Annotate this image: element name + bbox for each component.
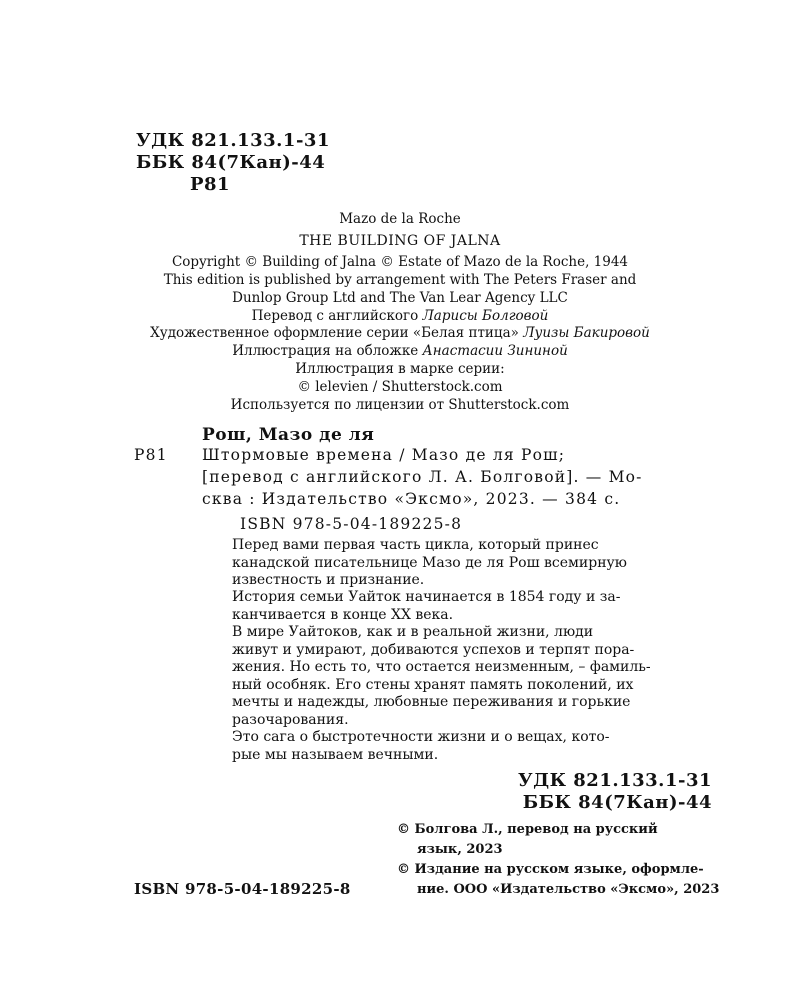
translation-copyright: язык, 2023 <box>417 842 503 857</box>
designer-name: Луизы Бакировой <box>523 325 650 341</box>
catalog-author: Рош, Мазо де ля <box>202 425 375 445</box>
annotation-paragraph <box>232 589 716 624</box>
annotation-line: мечты и надежды, любовные переживания и горькие <box>232 694 631 710</box>
bottom-isbn: ISBN 978-5-04-189225-8 <box>134 880 351 898</box>
cover-prefix: Иллюстрация на обложке <box>232 343 423 359</box>
udk-code: УДК 821.133.1-31 <box>136 130 330 151</box>
annotation-line: канчивается в конце XX века. <box>232 606 454 623</box>
catalog-line: сква : Издательство «Эксмо», 2023. — 384 с. <box>202 490 621 508</box>
edition-copyright: © Издание на русском языке, оформле- <box>397 862 704 877</box>
bbk-code: ББК 84(7Кан)-44 <box>136 152 326 173</box>
annotation-line: разочарования. <box>232 711 349 728</box>
annotation-line: известность и признание. <box>232 572 425 588</box>
annotation-line: жения. Но есть то, что остается неизменным, – фамиль- <box>232 659 651 675</box>
original-author: Mazo de la Roche <box>339 211 461 227</box>
series-mark-label: Иллюстрация в марке серии: <box>295 361 505 377</box>
footer-bbk-code: ББК 84(7Кан)-44 <box>522 792 712 813</box>
annotation-line: Это сага о быстротечности жизни и о вещах, кото- <box>232 729 610 745</box>
annotation-line: ный особняк. Его стены хранят память поколений, их <box>232 676 634 693</box>
catalog-line: [перевод с английского Л. А. Болговой]. — Мо- <box>202 468 643 486</box>
annotation-line: Перед вами первая часть цикла, который принес <box>232 537 599 553</box>
catalog-line: Штормовые времена / Мазо де ля Рош; <box>202 446 566 464</box>
translation-prefix: Перевод с английского <box>251 308 423 324</box>
translation-copyright: © Болгова Л., перевод на русский <box>397 822 658 837</box>
annotation-paragraph <box>232 624 716 729</box>
annotation-paragraph <box>232 537 716 590</box>
copyright-line: Copyright © Building of Jalna © Estate of Mazo de la Roche, 1944 <box>171 254 629 270</box>
author-index: Р81 <box>190 174 231 195</box>
annotation-paragraph <box>232 729 716 764</box>
design-prefix: Художественное оформление серии «Белая птица» <box>150 325 524 341</box>
design-credit <box>0 324 800 342</box>
annotation-line: В мире Уайтоков, как и в реальной жизни, люди <box>232 624 594 640</box>
catalog-isbn: ISBN 978-5-04-189225-8 <box>240 515 463 533</box>
annotation-line: История семьи Уайток начинается в 1854 году и за- <box>232 589 621 605</box>
translator-name: Ларисы Болговой <box>422 308 549 324</box>
cover-credit <box>0 342 800 360</box>
cover-artist-name: Анастасии Зининой <box>422 343 568 359</box>
footer-udk-code: УДК 821.133.1-31 <box>518 770 712 791</box>
annotation-line: живут и умирают, добиваются успехов и терпят пора- <box>232 641 635 658</box>
edition-line-2: Dunlop Group Ltd and The Van Lear Agency LLC <box>232 290 568 306</box>
annotation-line: рые мы называем вечными. <box>232 746 439 763</box>
series-mark-credit: © lelevien / Shutterstock.com <box>297 379 503 395</box>
translation-credit <box>0 307 800 325</box>
catalog-index: Р81 <box>134 446 168 464</box>
license-line: Используется по лицензии от Shutterstock.com <box>230 397 570 413</box>
annotation-line: канадской писательнице Мазо де ля Рош всемирную <box>232 554 627 571</box>
original-title: THE BUILDING OF JALNA <box>299 233 501 249</box>
edition-copyright: ние. ООО «Издательство «Эксмо», 2023 <box>417 882 720 897</box>
edition-line-1: This edition is published by arrangement with The Peters Fraser and <box>163 272 637 288</box>
